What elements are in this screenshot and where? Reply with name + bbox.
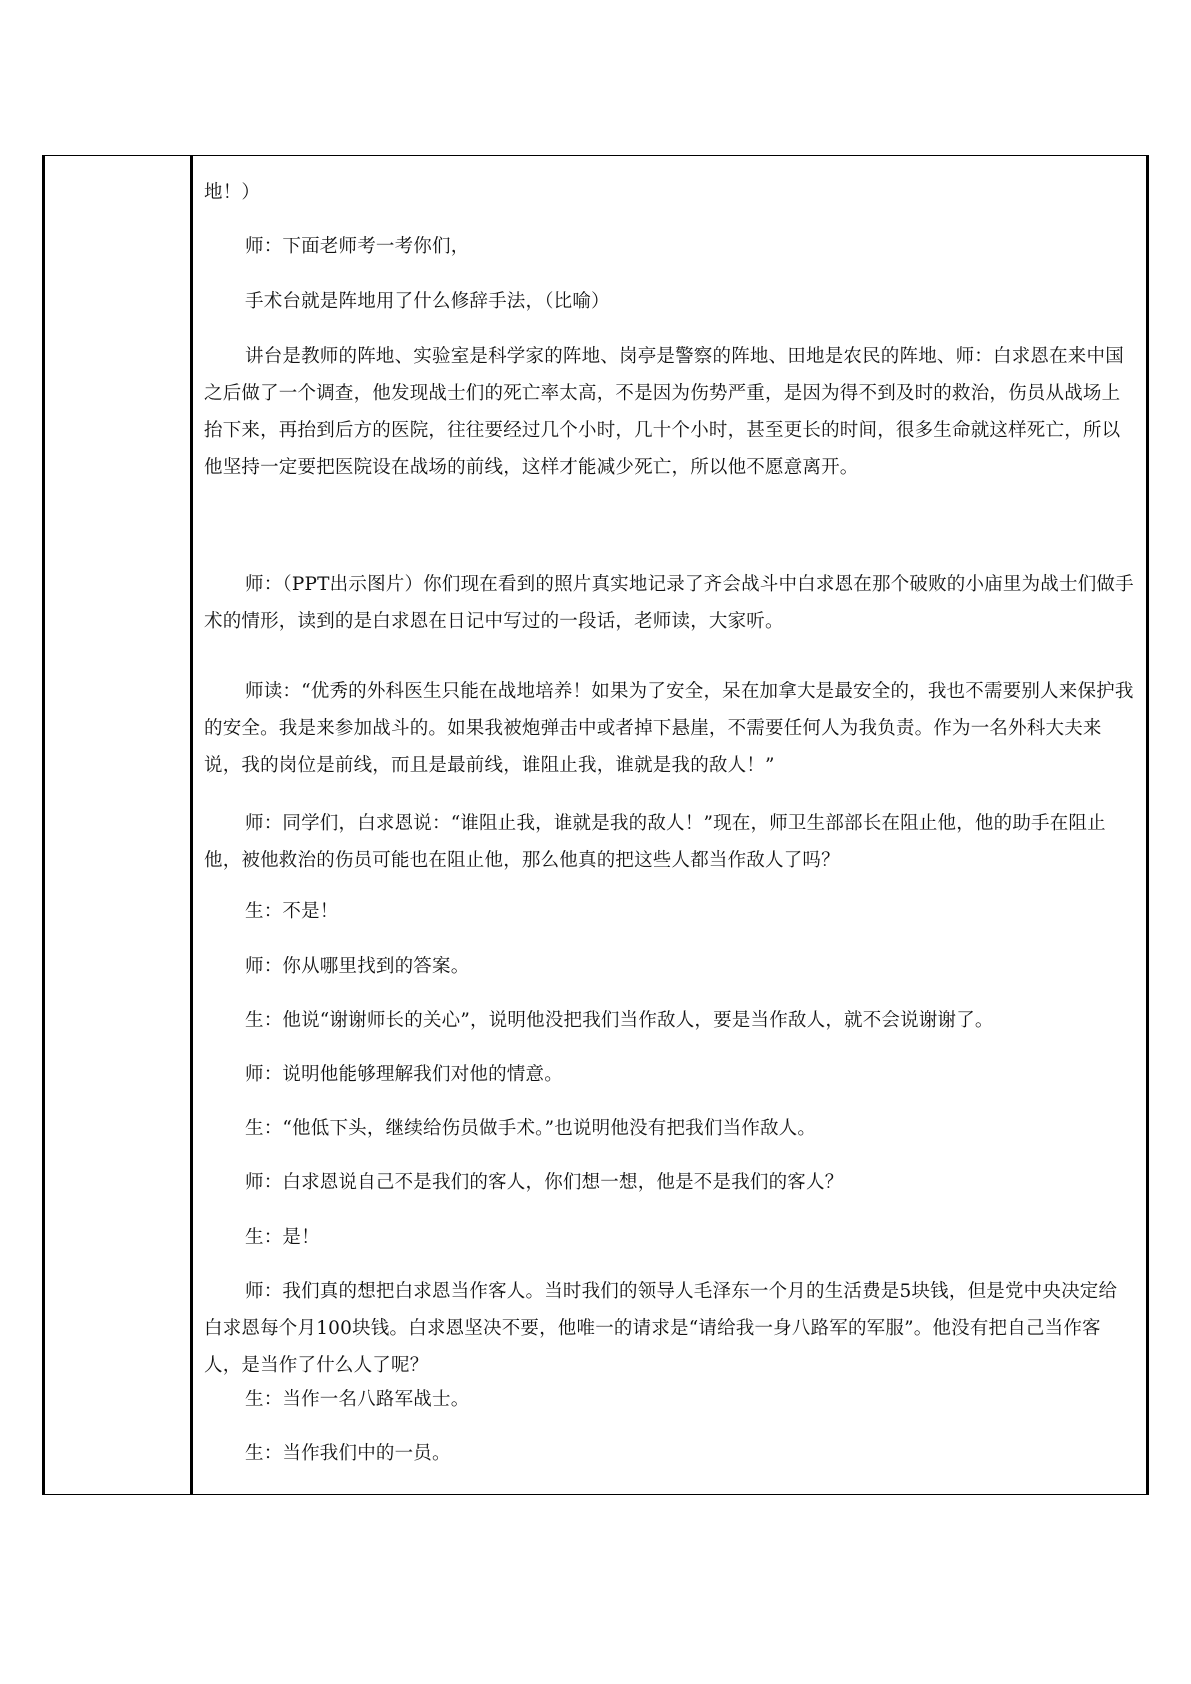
paragraph-enemy-question: 师：同学们，白求恩说：“谁阻止我，谁就是我的敌人！”现在，师卫生部部长在阻止他，他的助手在阻止他，被他救治的伤员可能也在阻止他，那么他真的把这些人都当作敌人了吗？ — [204, 813, 1106, 871]
table-column-divider — [190, 156, 193, 1494]
paragraph-teacher-quiz: 师：下面老师考一考你们， — [245, 236, 470, 257]
table-left-border — [42, 156, 45, 1494]
paragraph-understanding: 师：说明他能够理解我们对他的情意。 — [245, 1064, 563, 1085]
paragraph-ppt-picture: 师：（PPT出示图片）你们现在看到的照片真实地记录了齐会战斗中白求恩在那个破败的小庙里为战士们做手术的情形，读到的是白求恩在日记中写过的一段话，老师读，大家听。 — [204, 574, 1134, 632]
paragraph-rhetoric-question: 手术台就是阵地用了什么修辞手法，（比喻） — [245, 291, 610, 312]
paragraph-eighth-route-soldier: 生：当作一名八路军战士。 — [245, 1389, 470, 1410]
paragraph-student-yes: 生：是！ — [245, 1227, 320, 1248]
paragraph-continuation: 地！） — [204, 182, 261, 203]
paragraph-where-answer: 师：你从哪里找到的答案。 — [245, 956, 470, 977]
paragraph-guest-question: 师：白求恩说自己不是我们的客人，你们想一想，他是不是我们的客人？ — [245, 1172, 844, 1193]
table-right-border — [1146, 156, 1149, 1494]
paragraph-uniform-request: 师：我们真的想把白求恩当作客人。当时我们的领导人毛泽东一个月的生活费是5块钱，但是党中央决定给白求恩每个月100块钱。白求恩坚决不要，他唯一的请求是“请给我一身八路军的军服”。他没有把自己当作客人，是当作了什么人了呢？ — [204, 1281, 1118, 1376]
paragraph-battlefield-explanation: 讲台是教师的阵地、实验室是科学家的阵地、岗亭是警察的阵地、田地是农民的阵地、师：白求恩在来中国之后做了一个调查，他发现战士们的死亡率太高，不是因为伤势严重，是因为得不到及时的救治，伤员从战场上抬下来，再抬到后方的医院，往往要经过几个小时，几十个小时，甚至更长的时间，很多生命就这样死亡，所以他坚持一定要把医院设在战场的前线，这样才能减少死亡，所以他不愿意离开。 — [204, 346, 1124, 478]
paragraph-one-of-us: 生：当作我们中的一员。 — [245, 1443, 451, 1464]
paragraph-surgery-answer: 生：“他低下头，继续给伤员做手术。”也说明他没有把我们当作敌人。 — [245, 1118, 817, 1139]
paragraph-student-no: 生：不是！ — [245, 901, 339, 922]
lesson-table — [42, 155, 1149, 1495]
paragraph-diary-reading: 师读：“优秀的外科医生只能在战地培养！如果为了安全，呆在加拿大是最安全的，我也不需要别人来保护我的安全。我是来参加战斗的。如果我被炮弹击中或者掉下悬崖，不需要任何人为我负责。作为一名外科大夫来说，我的岗位是前线，而且是最前线，谁阻止我，谁就是我的敌人！” — [204, 681, 1134, 776]
paragraph-thanks-answer: 生：他说“谢谢师长的关心”，说明他没把我们当作敌人，要是当作敌人，就不会说谢谢了。 — [245, 1010, 994, 1031]
